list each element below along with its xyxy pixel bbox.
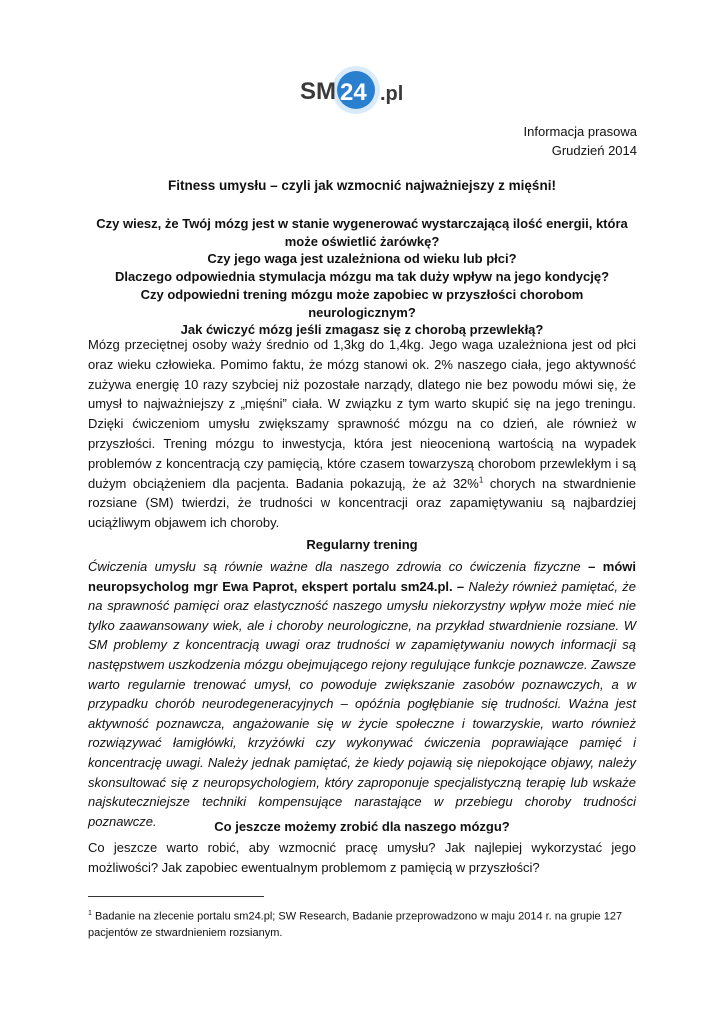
press-release-meta — [524, 122, 637, 160]
logo-pl-text: .pl — [380, 83, 404, 105]
quote-speaker: mówi neuropsycholog mgr Ewa Paprot, ekspert portalu sm24.pl — [88, 559, 636, 594]
logo-24-text: 24 — [340, 79, 367, 106]
lead-question: Dlaczego odpowiednia stymulacja mózgu ma tak duży wpływ na jego kondycję? — [114, 269, 610, 285]
lead-question: Czy odpowiedni trening mózgu może zapobiec w przyszłości chorobom neurologicznym? — [140, 286, 584, 320]
footnote-text: Badanie na zlecenie portalu sm24.pl; SW Research, Badanie przeprowadzono w maju 2014 r. na grupie 127 pacjentów ze stwardnieniem rozsianym. — [88, 910, 623, 940]
intro-text-part2: chorych na stwardnienie rozsiane (SM) twierdzi, że trudności w koncentracji oraz zapamiętywaniu są najbardziej uciążliwym objawem ich choroby. — [88, 475, 636, 531]
quote-body: Należy również pamiętać, że na sprawność pamięci oraz elastyczność naszego umysłu niekorzystny wpływ może mieć nie tylko zaawansowany wiek, ale i choroby neurologiczne, na przykład stwardnienie rozsiane. W SM problemy z koncentracją uwagi oraz trudności w zapamiętywaniu nowych informacji są następstwem uszkodzenia mózgu obejmującego rejony regulujące funkcje poznawcze. Zawsze warto regularnie trenować umysł, co powoduje zwiększanie zasobów poznawczych, a w przypadku chorób neurodegeneracyjnych – opóźnia pogłębianie się trudności. Ważna jest aktywność poznawcza, angażowanie się w życie społeczne i towarzyskie, warto również rozwiązywać łamigłówki, krzyżówki czy wykonywać ćwiczenia poprawiające pamięć i koncentrację uwagi. Należy jednak pamiętać, że kiedy pojawią się niepokojące objawy, należy skonsultować się z neuropsychologiem, który zaproponuje specjalistyczną terapię lub wskaże najskuteczniejsze techniki kompensujące narastające w przebiegu choroby trudności poznawcze. — [88, 578, 636, 829]
sm24-logo-graphic — [300, 58, 420, 118]
quote-dash-2: . – — [449, 578, 469, 594]
lead-question: Jak ćwiczyć mózg jeśli zmagasz się z chorobą przewlekłą? — [180, 322, 544, 338]
footnote — [88, 906, 636, 942]
press-release-date: Grudzień 2014 — [551, 143, 637, 158]
section-heading-regular-training: Regularny trening — [306, 537, 418, 552]
footnote-reference: 1 — [478, 475, 484, 485]
footnote-number: 1 — [88, 910, 92, 917]
lead-questions — [88, 215, 636, 339]
expert-quote-paragraph — [88, 557, 636, 831]
intro-paragraph — [88, 335, 636, 533]
quote-opening: Ćwiczenia umysłu są równie ważne dla naszego zdrowia co ćwiczenia fizyczne — [88, 559, 581, 574]
section-heading-brain-help: Co jeszcze możemy zrobić dla naszego mózgu? — [214, 819, 510, 834]
page-title: Fitness umysłu – czyli jak wzmocnić najważniejszy z mięśni! — [168, 178, 556, 193]
lead-question: Czy jego waga jest uzależniona od wieku lub płci? — [207, 251, 517, 267]
lead-question: Czy wiesz, że Twój mózg jest w stanie wygenerować wystarczającą ilość energii, która może oświetlić żarówkę? — [96, 216, 628, 249]
quote-dash: – — [580, 559, 603, 574]
closing-paragraph: Co jeszcze warto robić, aby wzmocnić pracę umysłu? Jak najlepiej wykorzystać jego możliwości? Jak zapobiec ewentualnym problemom z pamięcią w przyszłości? — [88, 840, 636, 875]
footnote-divider — [88, 896, 264, 897]
intro-text-part1: Mózg przeciętnej osoby waży średnio od 1,3kg do 1,4kg. Jego waga uzależniona jest od płci oraz wieku człowieka. Pomimo faktu, że mózg stanowi ok. 2% naszego ciała, jego aktywność zużywa energię 10 razy szybciej niż pozostałe narządy, dlatego nie bez powodu mówi się, że umysł to najważniejszy z „mięśni” ciała. W związku z tym warto skupić się na jego treningu. Dzięki ćwiczeniom umysłu zwiększamy sprawność mózgu na co dzień, ale również w przyszłości. Trening mózgu to inwestycja, która jest nieocenioną wartością na wypadek problemów z koncentracją czy pamięcią, które czasem towarzyszą chorobom przewlekłym i są dużym obciążeniem dla pacjenta. Badania pokazują, że aż 32% — [88, 337, 636, 491]
sm24-logo — [300, 58, 420, 118]
press-release-label: Informacja prasowa — [523, 124, 637, 139]
logo-sm-text: SM — [300, 78, 336, 105]
